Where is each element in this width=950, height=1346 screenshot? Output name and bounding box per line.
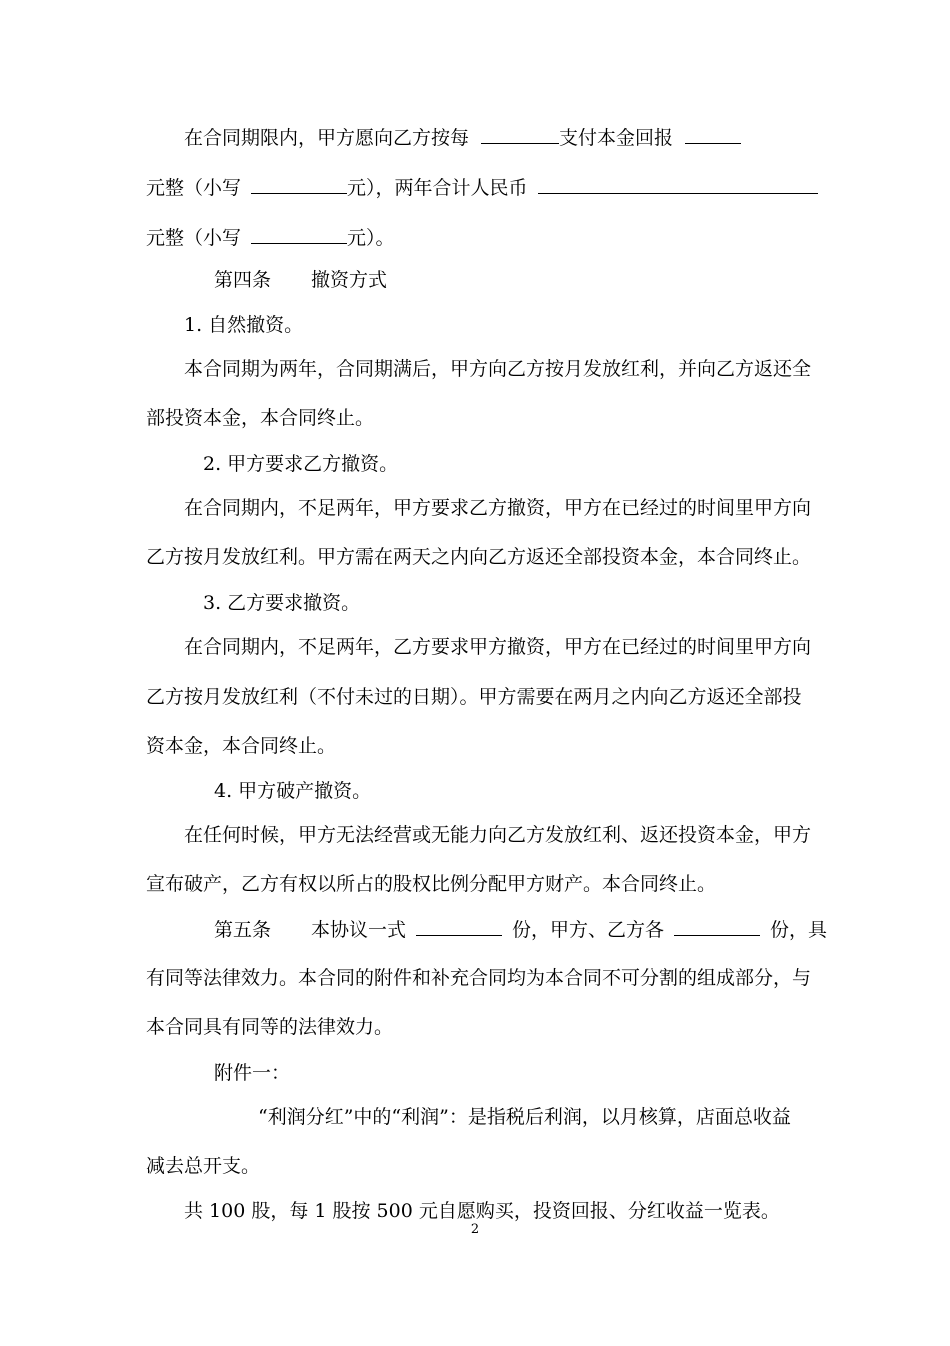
return-clause-line-1: 在合同期限内，甲方愿向乙方按每 支付本金回报 [184, 125, 741, 150]
total-figure-blank [251, 225, 347, 244]
section-4-text-1: 在任何时候，甲方无法经营或无能力向乙方发放红利、返还投资本金，甲方 [184, 824, 812, 846]
section-3-heading: 3. 乙方要求撤资。 [203, 592, 361, 614]
section-4-heading: 4. 甲方破产撤资。 [214, 780, 372, 802]
article-5-text-3: 本合同具有同等的法律效力。 [146, 1016, 394, 1038]
section-4-text-2: 宣布破产，乙方有权以所占的股权比例分配甲方财产。本合同终止。 [146, 873, 717, 895]
section-1-text-2: 部投资本金，本合同终止。 [146, 407, 375, 429]
article-5-line-1: 第五条 本协议一式 份，甲方、乙方各 份，具 [214, 919, 828, 941]
section-2-heading: 2. 甲方要求乙方撤资。 [203, 453, 399, 475]
page-number: 2 [470, 1222, 480, 1237]
article-5-text-2: 有同等法律效力。本合同的附件和补充合同均为本合同不可分割的组成部分，与 [146, 967, 812, 989]
section-2-text-2: 乙方按月发放红利。甲方需在两天之内向乙方返还全部投资本金，本合同终止。 [146, 546, 812, 568]
section-1-heading: 1. 自然撤资。 [184, 314, 304, 336]
copies-total-blank [416, 917, 502, 936]
annex-text-2: 减去总开支。 [146, 1155, 261, 1177]
annex-text-3: 共 100 股，每 1 股按 500 元自愿购买，投资回报、分红收益一览表。 [184, 1200, 780, 1222]
copies-each-blank [674, 917, 760, 936]
return-clause-line-3: 元整（小写 元）。 [146, 227, 395, 249]
section-3-text-2: 乙方按月发放红利（不付未过的日期）。甲方需要在两月之内向乙方返还全部投 [146, 686, 802, 708]
article-4-heading: 第四条 撤资方式 [214, 269, 388, 291]
annex-text-1: “利润分红”中的“利润”：是指税后利润，以月核算，店面总收益 [258, 1106, 791, 1128]
section-3-text-3: 资本金，本合同终止。 [146, 735, 337, 757]
section-2-text-1: 在合同期内，不足两年，甲方要求乙方撤资，甲方在已经过的时间里甲方向 [184, 497, 812, 519]
total-amount-blank [538, 175, 818, 194]
annex-title: 附件一： [214, 1062, 291, 1084]
period-blank [481, 125, 559, 144]
amount-blank [685, 125, 741, 144]
return-clause-line-2: 元整（小写 元），两年合计人民币 [146, 175, 818, 200]
amount-figure-blank [251, 175, 347, 194]
section-3-text-1: 在合同期内，不足两年，乙方要求甲方撤资，甲方在已经过的时间里甲方向 [184, 636, 812, 658]
section-1-text-1: 本合同期为两年，合同期满后，甲方向乙方按月发放红利，并向乙方返还全 [184, 358, 812, 380]
